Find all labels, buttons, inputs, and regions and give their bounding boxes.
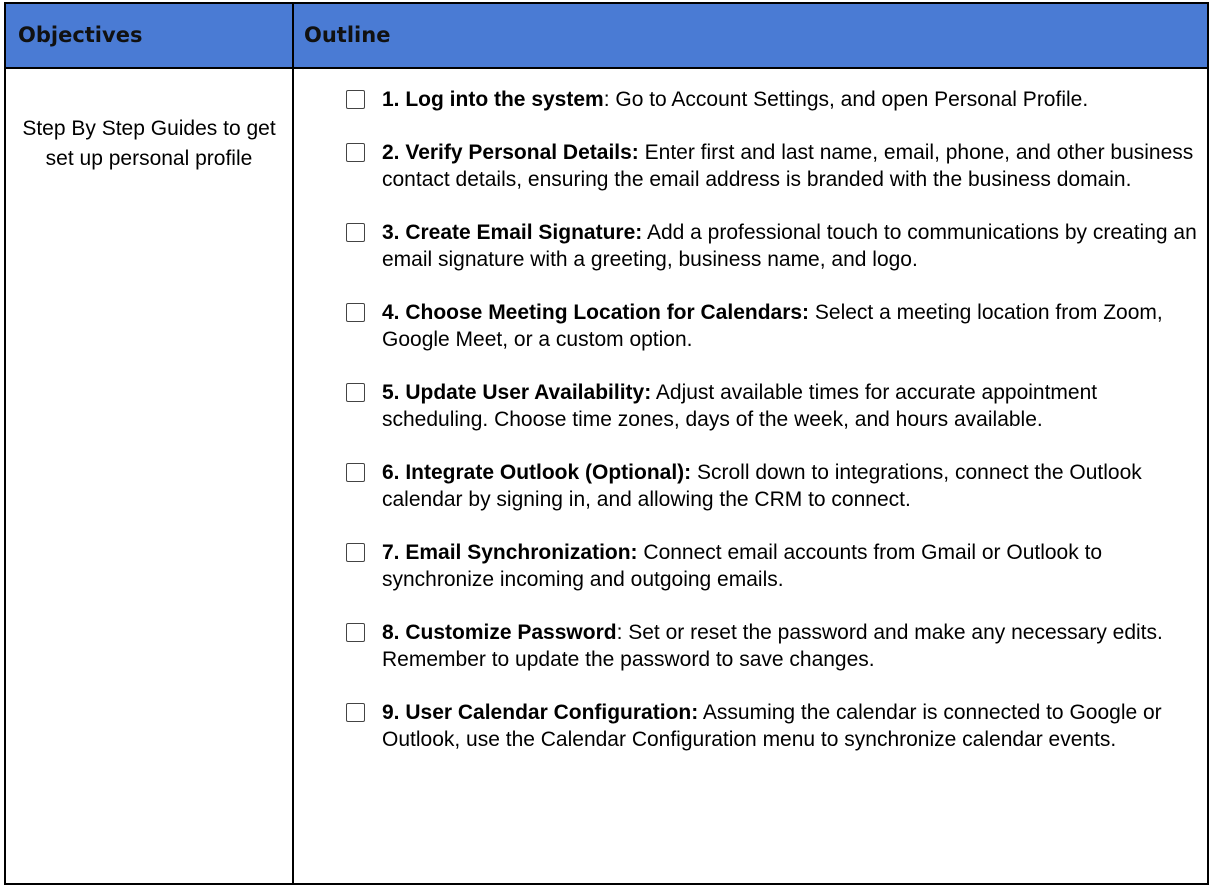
checkbox[interactable] — [346, 303, 365, 322]
item-text: Assuming the calendar is connected to Google or Outlook, use the Calendar Configuration menu to synchronize calendar events. — [382, 701, 1162, 751]
table-header — [6, 4, 1207, 69]
item-text: Add a professional touch to communications by creating an email signature with a greeting, business name, and logo. — [382, 221, 1197, 271]
outline-checklist — [346, 86, 1206, 753]
checklist-item — [346, 539, 1206, 593]
checklist-item — [346, 219, 1206, 273]
checklist-item — [346, 86, 1206, 113]
item-title: 7. Email Synchronization: — [382, 541, 638, 564]
item-text: : Go to Account Settings, and open Personal Profile. — [603, 88, 1089, 111]
objectives-outline-table — [4, 2, 1209, 885]
outline-header: Outline — [304, 23, 391, 47]
checkbox[interactable] — [346, 383, 365, 402]
checkbox[interactable] — [346, 463, 365, 482]
item-title: 5. Update User Availability: — [382, 381, 652, 404]
item-text: Enter first and last name, email, phone, and other business contact details, ensuring the email address is branded with the business domain. — [382, 141, 1194, 191]
checkbox[interactable] — [346, 623, 365, 642]
item-text: Scroll down to integrations, connect the Outlook calendar by signing in, and allowing the CRM to connect. — [382, 461, 1142, 511]
checkbox[interactable] — [346, 90, 365, 109]
item-text: Select a meeting location from Zoom, Google Meet, or a custom option. — [382, 301, 1163, 351]
item-title: 3. Create Email Signature: — [382, 221, 643, 244]
checklist-item — [346, 699, 1206, 753]
objective-text: Step By Step Guides to get set up personal profile — [22, 117, 276, 170]
item-text: : Set or reset the password and make any necessary edits. Remember to update the password to save changes. — [382, 621, 1163, 671]
checklist-item — [346, 299, 1206, 353]
checkbox[interactable] — [346, 223, 365, 242]
item-title: 2. Verify Personal Details: — [382, 141, 639, 164]
objectives-header: Objectives — [18, 23, 143, 47]
checkbox[interactable] — [346, 703, 365, 722]
checklist-item — [346, 139, 1206, 193]
item-title: 8. Customize Password — [382, 621, 617, 644]
checklist-item — [346, 619, 1206, 673]
item-title: 9. User Calendar Configuration: — [382, 701, 699, 724]
checklist-item — [346, 459, 1206, 513]
item-title: 6. Integrate Outlook (Optional): — [382, 461, 692, 484]
checkbox[interactable] — [346, 543, 365, 562]
column-divider — [292, 4, 294, 883]
checklist-item — [346, 379, 1206, 433]
item-text: Adjust available times for accurate appointment scheduling. Choose time zones, days of the week, and hours available. — [382, 381, 1098, 431]
item-text: Connect email accounts from Gmail or Outlook to synchronize incoming and outgoing emails. — [382, 541, 1103, 591]
item-title: 4. Choose Meeting Location for Calendars: — [382, 301, 810, 324]
checkbox[interactable] — [346, 143, 365, 162]
item-title: 1. Log into the system — [382, 88, 604, 111]
